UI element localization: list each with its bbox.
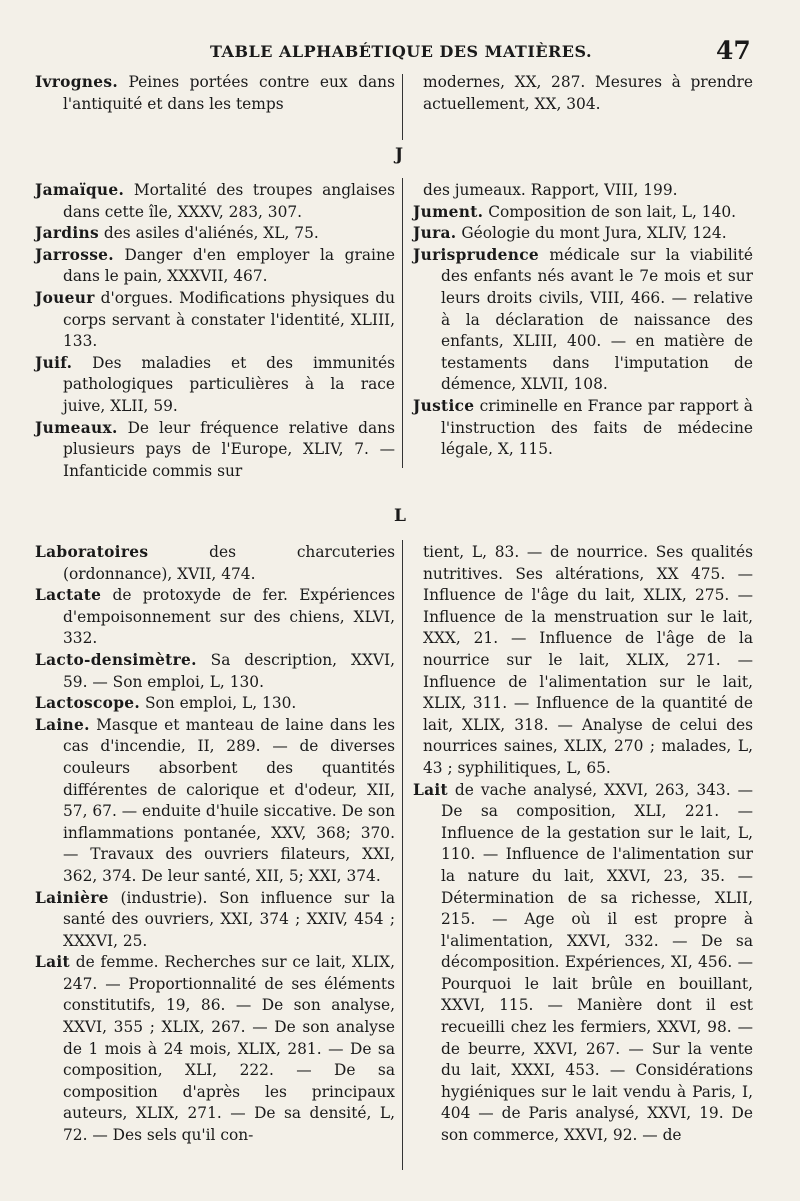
index-entry xyxy=(35,418,395,483)
entry-text: d'orgues. Modifications physiques du corps servant à constater l'identité, XLIII, 133. xyxy=(63,288,395,351)
index-entry-continuation xyxy=(413,180,753,202)
entry-keyword: Lainière xyxy=(35,888,109,907)
left-column-top xyxy=(35,72,395,115)
entry-text: Masque et manteau de laine dans les cas d'incendie, II, 289. — de diverses couleurs absorbent des quantités différentes de calorique et d'odeur, XII, 57, 67. — enduite d'huile siccative. De son inflammations pontanée, XXV, 368; 370. — Travaux des ouvriers filateurs, XXI, 362, 374. De leur santé, XII, 5; XXI, 374. xyxy=(63,715,396,885)
entry-text: Des maladies et des immunités pathologiques particulières à la race juive, XLII, 59. xyxy=(63,353,395,415)
entry-keyword: Justice xyxy=(413,396,475,415)
index-entry xyxy=(35,888,395,953)
entry-text: des charcuteries (ordonnance), XVII, 474. xyxy=(63,543,395,583)
entry-text: tient, L, 83. — de nourrice. Ses qualités nutritives. Ses altérations, XX 475. — Influence de l'âge du lait, XLIX, 275. — Influence de la menstruation sur le lait, XXX, 21. — Influence de l'âge de la nourrice sur le lait, XLIX, 271. — Influence de l'alimentation sur le lait, XLIX, 311. — Influence de la quantité de lait, XLIX, 318. — Analyse de celui des nourrices saines, XLIX, 270 ; malades, L, 43 ; syphilitiques, L, 65. xyxy=(423,543,753,777)
entry-keyword: Jumeaux. xyxy=(35,418,118,437)
entry-keyword: Lait xyxy=(413,780,448,799)
index-entry xyxy=(35,585,395,650)
entry-text: Composition de son lait, L, 140. xyxy=(483,202,737,221)
entry-text: Sa description, XXVI, 59. — Son emploi, L, 130. xyxy=(63,650,395,691)
entry-text: (industrie). Son influence sur la santé des ouvriers, XXI, 374 ; XXIV, 454 ; XXXVI, 25. xyxy=(63,888,395,950)
entry-text: criminelle en France par rapport à l'instruction des faits de médecine légale, X, 115. xyxy=(441,396,753,459)
entry-keyword: Joueur xyxy=(35,288,95,307)
entry-text: Son emploi, L, 130. xyxy=(140,694,297,713)
index-entry xyxy=(413,396,753,461)
index-entry xyxy=(35,245,395,288)
entry-keyword: Laboratoires xyxy=(35,543,149,561)
section-letter-j: J xyxy=(395,145,404,165)
entry-keyword: Jamaïque. xyxy=(35,181,125,199)
entry-keyword: Ivrognes. xyxy=(35,73,118,91)
entry-keyword: Jardins xyxy=(35,224,99,243)
index-entry-continuation xyxy=(413,542,753,780)
entry-text: Géologie du mont Jura, XLIV, 124. xyxy=(456,224,727,243)
entry-keyword: Jurisprudence xyxy=(413,245,539,264)
left-column-l xyxy=(35,542,395,1147)
index-entry xyxy=(35,693,395,715)
index-entry xyxy=(35,353,395,418)
entry-text: Peines portées contre eux dans l'antiquité et dans les temps xyxy=(63,73,395,113)
entry-keyword: Jument. xyxy=(413,202,484,221)
entry-text: de protoxyde de fer. Expériences d'empoisonnement sur des chiens, XLVI, 332. xyxy=(63,586,395,648)
entry-keyword: Lait xyxy=(35,953,70,972)
page-title: TABLE ALPHABÉTIQUE DES MATIÈRES. xyxy=(210,42,593,61)
index-entry xyxy=(413,245,753,396)
entry-keyword: Lactoscope. xyxy=(35,694,141,713)
entry-text: des jumeaux. Rapport, VIII, 199. xyxy=(423,181,678,199)
index-entry xyxy=(35,650,395,693)
entry-text: de femme. Recherches sur ce lait, XLIX, 247. — Proportionnalité de ses éléments constitutifs, 19, 86. — De son analyse, XXVI, 355 ; XLIX, 267. — De son analyse de 1 mois à 24 mois, XLIX, 281. — De sa composition, XLI, 222. — De sa composition d'après les principaux auteurs, XLIX, 271. — De sa densité, L, 72. — Des sels qu'il con- xyxy=(63,953,395,1145)
index-entry xyxy=(35,715,395,888)
section-letter-l: L xyxy=(394,506,406,526)
right-column-j xyxy=(413,180,753,461)
running-header xyxy=(0,38,800,68)
entry-keyword: Jarrosse. xyxy=(35,245,114,264)
column-divider xyxy=(402,178,403,468)
entry-keyword: Jura. xyxy=(413,224,457,243)
page-number: 47 xyxy=(716,36,751,65)
index-entry xyxy=(413,780,753,1147)
entry-text: de vache analysé, XXVI, 263, 343. — De sa composition, XLI, 221. — Influence de la gestation sur le lait, L, 110. — Influence de l'alimentation sur la nature du lait, XXVI, 23, 35. — Détermination de sa richesse, XLII, 215. — Age où il est propre à l'alimentation, XXVI, 332. — De sa décomposition. Expériences, XI, 456. — Pourquoi le lait brûle en bouillant, XXVI, 115. — Manière dont il est recueilli chez les fermiers, XXVI, 98. — de beurre, XXVI, 267. — Sur la vente du lait, XXXI, 453. — Considérations hygiéniques sur le lait vendu à Paris, I, 404 — de Paris analysé, XXVI, 19. De son commerce, XXVI, 92. — de xyxy=(441,780,753,1145)
index-entry xyxy=(413,202,753,224)
entry-text: des asiles d'aliénés, XL, 75. xyxy=(98,224,319,243)
index-entry xyxy=(35,180,395,223)
entry-text: De leur fréquence relative dans plusieurs pays de l'Europe, XLIV, 7. — Infanticide commis sur xyxy=(63,418,395,480)
index-entry xyxy=(35,952,395,1146)
entry-keyword: Juif. xyxy=(35,353,73,372)
index-entry xyxy=(35,223,395,245)
right-column-top xyxy=(413,72,753,115)
index-entry xyxy=(35,542,395,585)
entry-text: Danger d'en employer la graine dans le pain, XXXVII, 467. xyxy=(63,245,395,286)
left-column-j xyxy=(35,180,395,482)
entry-keyword: Lacto-densimètre. xyxy=(35,650,197,669)
entry-keyword: Laine. xyxy=(35,715,90,734)
index-entry xyxy=(413,223,753,245)
entry-keyword: Lactate xyxy=(35,586,102,605)
index-entry xyxy=(35,288,395,353)
column-divider xyxy=(402,540,403,1170)
entry-text: médicale sur la viabilité des enfants nés avant le 7e mois et sur leurs droits civils, VIII, 466. — relative à la déclaration de naissance des enfants, XLIII, 400. — en matière de testaments dans l'imputation de démence, XLVII, 108. xyxy=(441,245,753,394)
right-column-l xyxy=(413,542,753,1147)
entry-text: Mortalité des troupes anglaises dans cette île, XXXV, 283, 307. xyxy=(63,181,395,221)
index-entry xyxy=(35,72,395,115)
column-divider xyxy=(402,74,403,140)
index-entry-continuation: modernes, XX, 287. Mesures à prendre actuellement, XX, 304. xyxy=(423,73,753,113)
